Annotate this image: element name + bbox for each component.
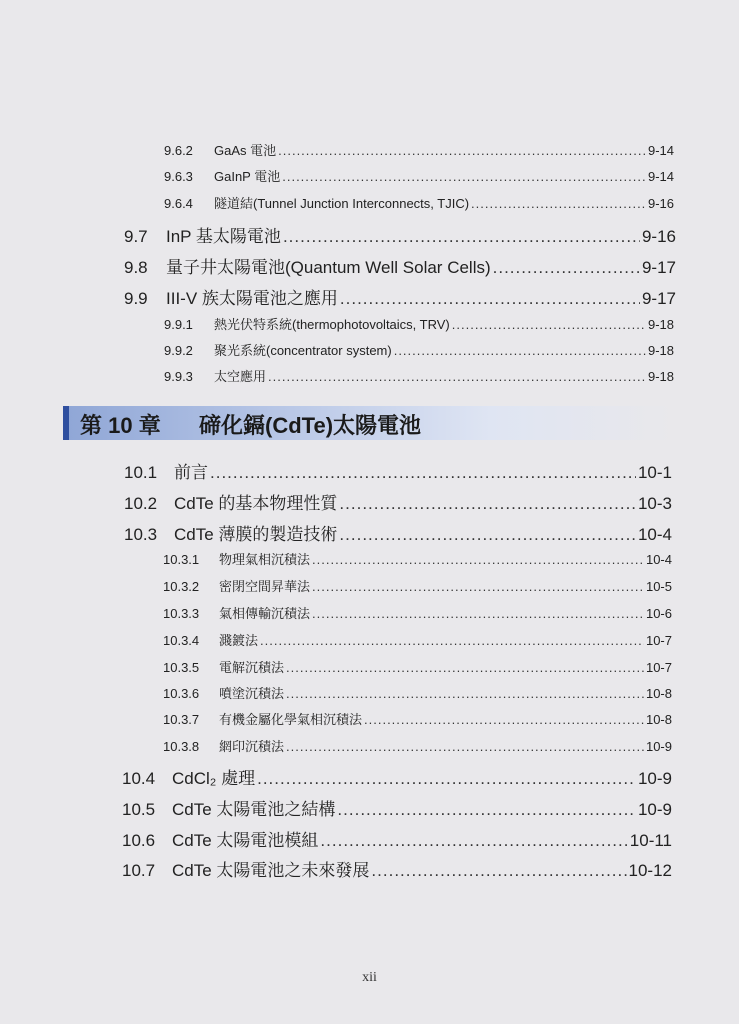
dot-leader: [283, 227, 640, 247]
entry-page: 10-9: [637, 800, 672, 819]
dot-leader: [337, 800, 636, 820]
toc-entry: [124, 520, 672, 545]
entry-page: 9-16: [641, 227, 676, 246]
entry-title: GaAs 電池: [214, 143, 277, 158]
toc-entry: [124, 489, 672, 514]
dot-leader: [312, 606, 644, 621]
entry-title: CdTe 的基本物理性質: [174, 494, 338, 513]
entry-title: 濺鍍法: [219, 633, 259, 648]
entry-page: 10-7: [645, 660, 672, 675]
entry-number: 9.9.1: [164, 317, 193, 332]
toc-entry: [122, 856, 672, 881]
entry-title: CdTe 太陽電池之未來發展: [172, 861, 370, 880]
entry-number: 9.9: [124, 289, 148, 308]
entry-title: 有機金屬化學氣相沉積法: [219, 712, 363, 727]
entry-page: 10-7: [645, 633, 672, 648]
dot-leader: [493, 258, 640, 278]
dot-leader: [286, 660, 644, 675]
entry-number: 9.6.4: [164, 196, 193, 211]
toc-entry: [163, 576, 672, 595]
entry-title: 氣相傳輸沉積法: [219, 606, 311, 621]
entry-number: 10.3.1: [163, 552, 200, 567]
entry-number: 10.3.2: [163, 579, 200, 594]
entry-number: 9.6.3: [164, 169, 193, 184]
entry-number: 9.9.3: [164, 369, 193, 384]
entry-number: 10.6: [122, 831, 156, 850]
page-folio: xii: [362, 970, 377, 985]
toc-entry: [164, 366, 674, 385]
chapter-title: 碲化鎘(CdTe)太陽電池: [199, 413, 422, 438]
dot-leader: [394, 343, 646, 358]
entry-page: 10-8: [645, 686, 672, 701]
dot-leader: [339, 494, 636, 514]
toc-entry: [164, 166, 674, 185]
entry-title: 前言: [174, 463, 208, 482]
entry-page: 10-5: [645, 579, 672, 594]
entry-page: 10-9: [645, 739, 672, 754]
entry-number: 10.3.3: [163, 606, 200, 621]
entry-page: 10-12: [628, 861, 672, 880]
toc-entry: [163, 709, 672, 728]
entry-number: 9.8: [124, 258, 148, 277]
entry-number: 10.4: [122, 769, 156, 788]
entry-title: 隧道結(Tunnel Junction Interconnects, TJIC): [214, 196, 470, 211]
dot-leader: [312, 579, 644, 594]
toc-entry: [122, 795, 672, 820]
dot-leader: [268, 369, 646, 384]
entry-page: 10-1: [637, 463, 672, 482]
entry-title: CdTe 太陽電池模組: [172, 831, 319, 850]
toc-entry: [164, 193, 674, 212]
entry-title: CdTe 薄膜的製造技術: [174, 525, 338, 544]
dot-leader: [371, 861, 626, 881]
entry-page: 9-18: [647, 343, 674, 358]
toc-entry: [164, 340, 674, 359]
chapter-prefix: 第: [80, 413, 103, 438]
toc-entry: [122, 826, 672, 851]
toc-entry: [163, 683, 672, 702]
chapter-suffix: 章: [138, 413, 161, 438]
entry-number: 10.1: [124, 463, 158, 482]
dot-leader: [286, 739, 644, 754]
dot-leader: [320, 831, 627, 851]
dot-leader: [278, 143, 646, 158]
entry-page: 9-14: [647, 143, 674, 158]
toc-entry: [163, 603, 672, 622]
dot-leader: [452, 317, 646, 332]
entry-page: 9-16: [647, 196, 674, 211]
chapter-number: 10: [108, 413, 133, 438]
toc-entry: [163, 630, 672, 649]
dot-leader: [364, 712, 644, 727]
dot-leader: [286, 686, 644, 701]
entry-page: 9-18: [647, 369, 674, 384]
entry-title: 聚光系統(concentrator system): [214, 343, 392, 358]
entry-number: 10.2: [124, 494, 158, 513]
entry-title: InP 基太陽電池: [166, 227, 281, 246]
entry-page: 10-9: [637, 769, 672, 788]
entry-title: 物理氣相沉積法: [219, 552, 311, 567]
entry-title: CdCl₂ 處理: [172, 769, 256, 788]
dot-leader: [210, 463, 636, 483]
toc-entry: [163, 657, 672, 676]
toc-entry: [122, 764, 672, 789]
entry-page: 10-3: [637, 494, 672, 513]
toc-entry: [164, 314, 674, 333]
entry-title: 噴塗沉積法: [219, 686, 285, 701]
entry-page: 9-17: [641, 258, 676, 277]
entry-number: 9.6.2: [164, 143, 193, 158]
entry-title: CdTe 太陽電池之結構: [172, 800, 336, 819]
entry-number: 9.7: [124, 227, 148, 246]
toc-entry: [124, 253, 676, 278]
entry-title: 量子井太陽電池(Quantum Well Solar Cells): [166, 258, 491, 277]
entry-title: 熱光伏特系統(thermophotovoltaics, TRV): [214, 317, 450, 332]
dot-leader: [312, 552, 644, 567]
dot-leader: [471, 196, 646, 211]
chapter-heading: [80, 409, 421, 440]
entry-title: GaInP 電池: [214, 169, 281, 184]
dot-leader: [260, 633, 644, 648]
entry-page: 9-14: [647, 169, 674, 184]
entry-page: 10-4: [637, 525, 672, 544]
entry-number: 10.7: [122, 861, 156, 880]
chapter-heading-accent: [63, 406, 69, 440]
entry-title: 太空應用: [214, 369, 267, 384]
entry-number: 9.9.2: [164, 343, 193, 358]
entry-page: 9-17: [641, 289, 676, 308]
entry-title: 電解沉積法: [219, 660, 285, 675]
toc-entry: [163, 549, 672, 568]
dot-leader: [340, 289, 640, 309]
entry-page: 10-8: [645, 712, 672, 727]
toc-entry: [164, 140, 674, 159]
entry-number: 10.3.7: [163, 712, 200, 727]
toc-entry: [163, 736, 672, 755]
entry-page: 10-11: [629, 831, 672, 850]
toc-entry: [124, 284, 676, 309]
dot-leader: [282, 169, 646, 184]
dot-leader: [339, 525, 636, 545]
toc-entry: [124, 222, 676, 247]
entry-number: 10.3.8: [163, 739, 200, 754]
dot-leader: [257, 769, 636, 789]
entry-page: 9-18: [647, 317, 674, 332]
entry-page: 10-4: [645, 552, 672, 567]
entry-title: III-V 族太陽電池之應用: [166, 289, 338, 308]
entry-title: 密閉空間昇華法: [219, 579, 311, 594]
entry-number: 10.5: [122, 800, 156, 819]
entry-number: 10.3: [124, 525, 158, 544]
entry-page: 10-6: [645, 606, 672, 621]
entry-number: 10.3.5: [163, 660, 200, 675]
entry-title: 網印沉積法: [219, 739, 285, 754]
entry-number: 10.3.4: [163, 633, 200, 648]
toc-entry: [124, 458, 672, 483]
entry-number: 10.3.6: [163, 686, 200, 701]
